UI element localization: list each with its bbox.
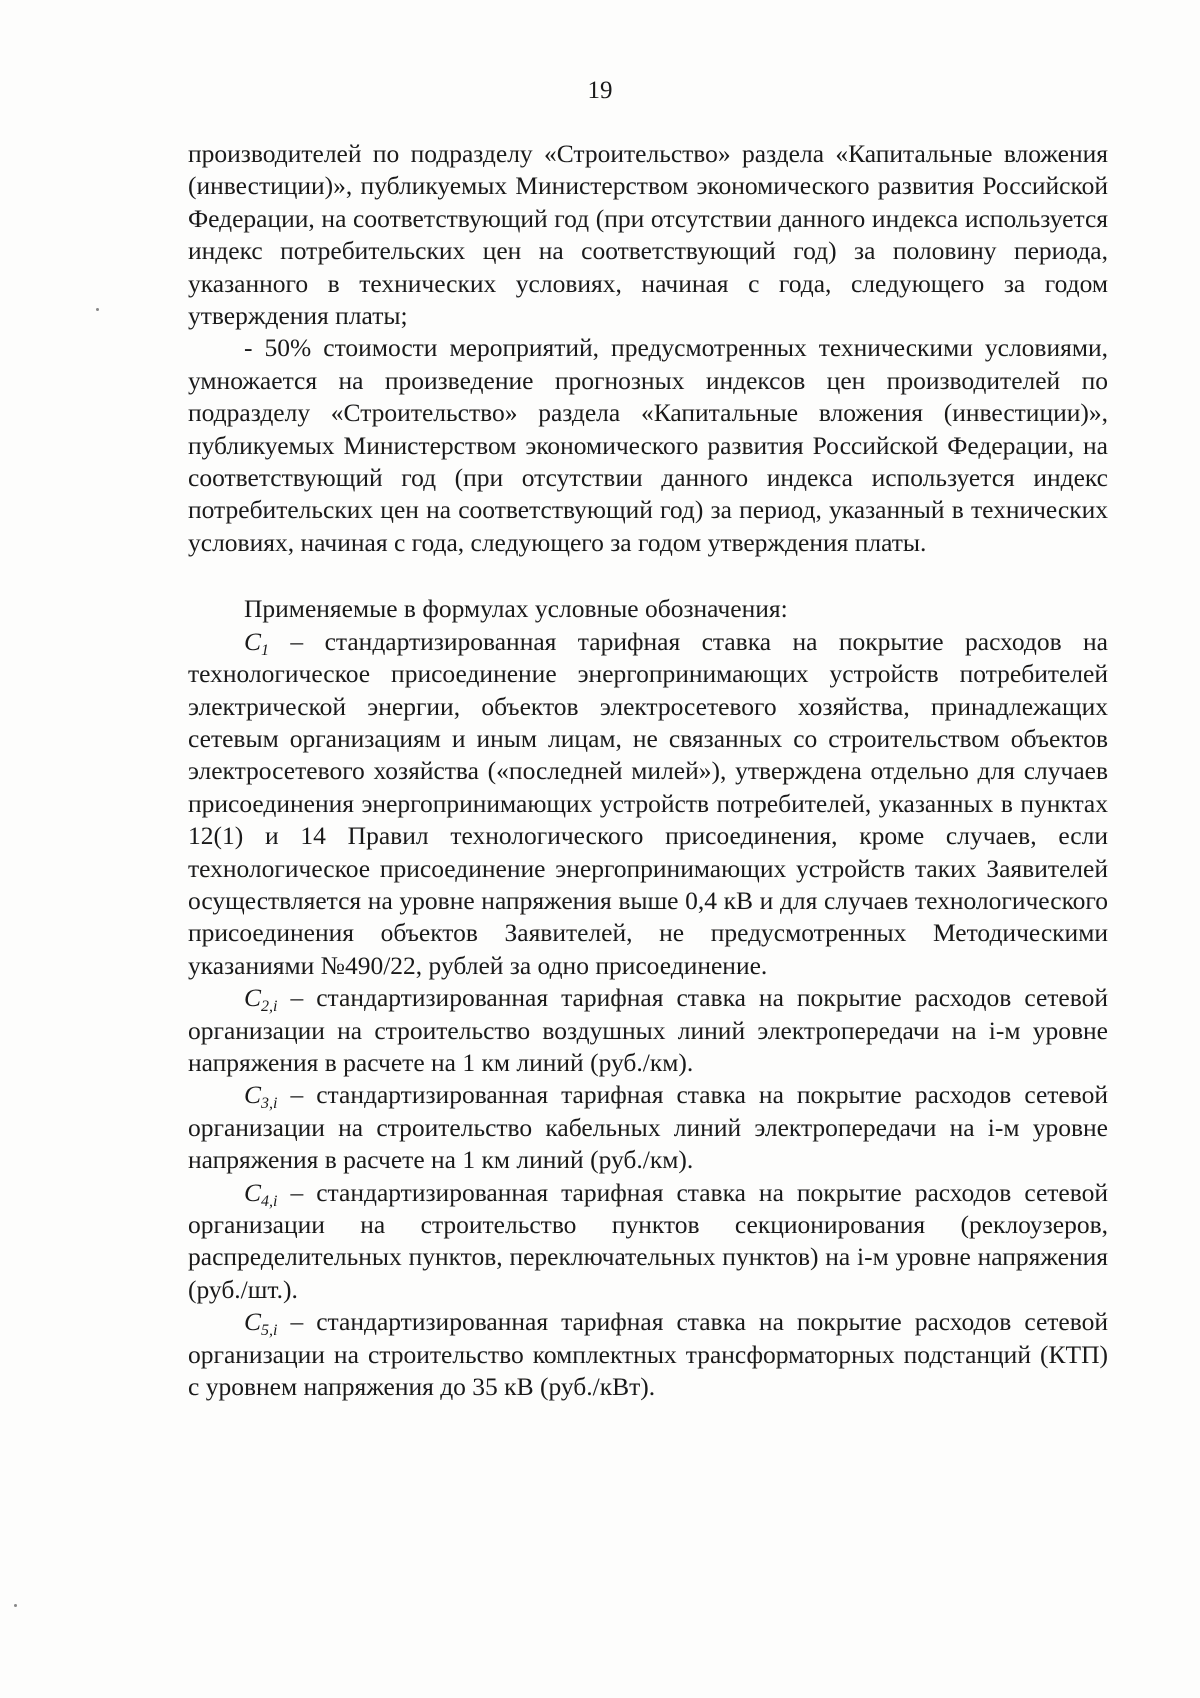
- paragraph-continuation: производителей по подразделу «Строительство» раздела «Капитальные вложения (инвестиции)», публикуемых Министерством экономического развития Российской Федерации, на соответствующий год (при отсутствии данного индекса используется индекс потребительских цен на соответствующий год) за половину периода, указанного в технических условиях, начиная с года, следующего за годом утверждения платы;: [188, 139, 1108, 331]
- legend-heading: Применяемые в формулах условные обозначения:: [244, 594, 788, 624]
- symbol-c2: $C_{2,i}$: [244, 983, 278, 1016]
- page-number: 19: [587, 77, 613, 104]
- definition-c5-text: – стандартизированная тарифная ставка на покрытие расходов сетевой организации на строительство комплектных трансформаторных подстанций (КТП) с уровнем напряжения до 35 кВ (руб./кВт).: [188, 1307, 1108, 1402]
- definition-c1-text: – стандартизированная тарифная ставка на покрытие расходов на технологическое присоединение энергопринимающих устройств потребителей электрической энергии, объектов электросетевого хозяйства, принадлежащих сетевым организациям и иным лицам, не связанных со строительством объектов электросетевого хозяйства («последней милей»), утверждена отдельно для случаев присоединения энергопринимающих устройств потребителей, указанных в пунктах 12(1) и 14 Правил технологического присоединения, кроме случаев, если технологическое присоединение энергопринимающих устройств таких Заявителей осуществляется на уровне напряжения выше 0,4 кВ и для случаев технологического присоединения объектов Заявителей, не предусмотренных Методическими указаниями №490/22, рублей за одно присоединение.: [188, 626, 1108, 980]
- definition-c4-text: – стандартизированная тарифная ставка на покрытие расходов сетевой организации на строительство пунктов секционирования (реклоузеров, распределительных пунктов, переключательных пунктов) на i-м уровне напряжения (руб./шт.).: [188, 1177, 1108, 1304]
- definition-c2-text: – стандартизированная тарифная ставка на покрытие расходов сетевой организации на строительство воздушных линий электропередачи на i-м уровне напряжения в расчете на 1 км линий (руб./км).: [188, 983, 1108, 1077]
- symbol-c1: $C_1$: [244, 626, 270, 659]
- symbol-c3: $C_{3,i}$: [244, 1080, 278, 1113]
- definition-c2: [188, 982, 1108, 1079]
- definition-c3-text: – стандартизированная тарифная ставка на покрытие расходов сетевой организации на строительство кабельных линий электропередачи на i-м уровне напряжения в расчете на 1 км линий (руб./км).: [188, 1080, 1108, 1175]
- definition-c5: [188, 1306, 1108, 1403]
- paragraph-spacer: [188, 559, 1108, 593]
- symbol-c4: $C_{4,i}$: [244, 1177, 278, 1210]
- definition-c1: [188, 626, 1108, 982]
- paragraph-list-item: - 50% стоимости мероприятий, предусмотренных техническими условиями, умножается на произведение прогнозных индексов цен производителей по подразделу «Строительство» раздела «Капитальные вложения (инвестиции)», публикуемых Министерством экономического развития Российской Федерации, на соответствующий год (при отсутствии данного индекса используется индекс потребительских цен на соответствующий год) за период, указанный в технических условиях, начиная с года, следующего за годом утверждения платы.: [188, 333, 1108, 557]
- scan-speck: [14, 1604, 17, 1607]
- definition-c4: [188, 1177, 1108, 1307]
- symbol-c5: $C_{5,i}$: [244, 1307, 278, 1340]
- definition-c3: [188, 1079, 1108, 1176]
- document-body: [188, 138, 1108, 1403]
- scan-speck: [96, 308, 99, 311]
